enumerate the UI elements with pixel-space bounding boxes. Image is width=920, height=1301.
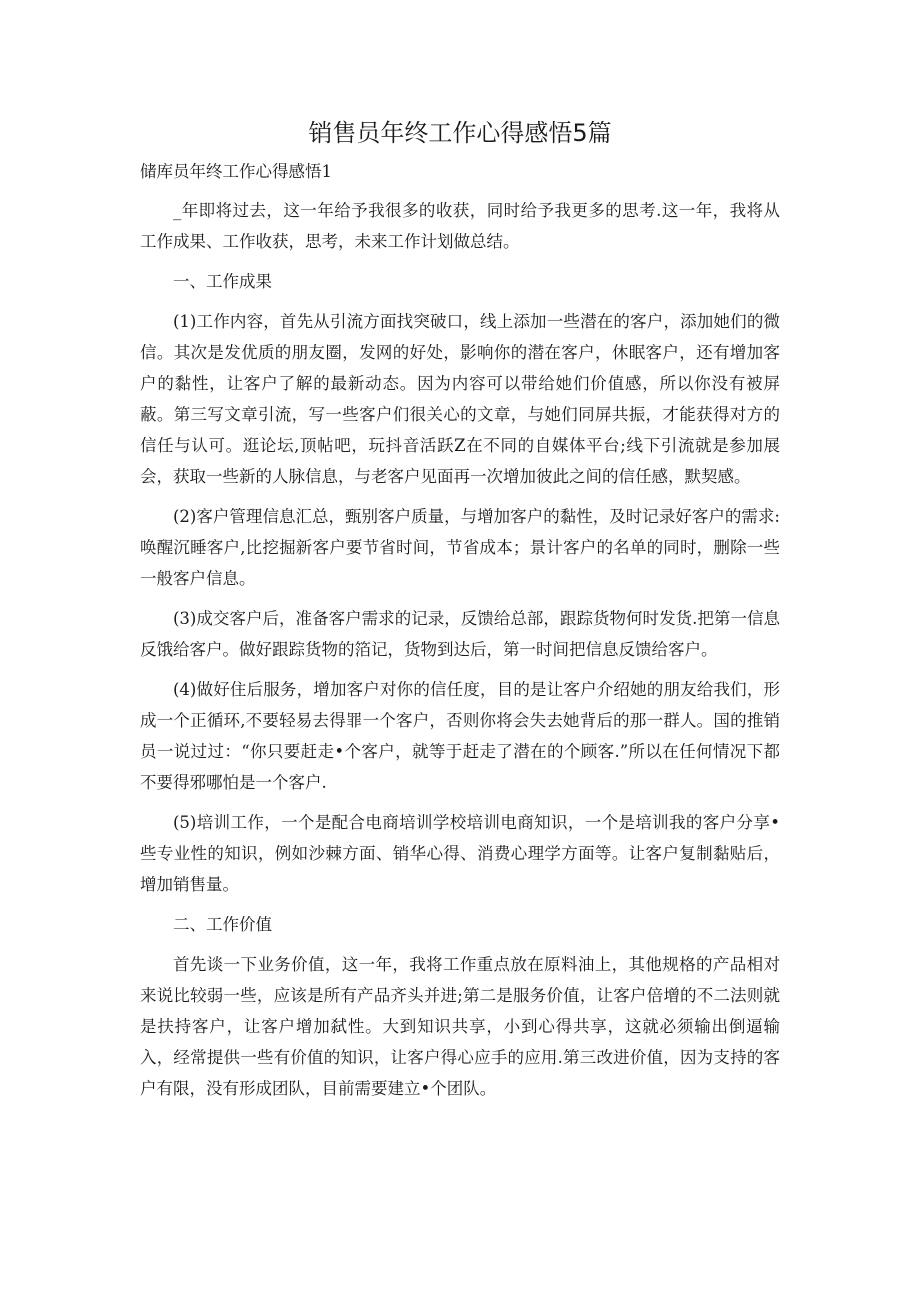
results-item-3: (3)成交客户后，准备客户需求的记录，反馈给总部，跟踪货物何时发货.把第一信息反饿给客户。做好跟踪货物的箔记，货物到达后，第一时间把信息反馈给客户。 xyxy=(140,609,780,659)
document-title: 销售员年终工作心得感悟5篇 xyxy=(308,119,612,147)
section-heading-results: 一、工作成果 xyxy=(173,272,272,291)
results-item-2: (2)客户管理信息汇总，甄别客户质量，与增加客户的黏性，及时记录好客户的需求:唤醒沉睡客户,比挖掘新客户要节省时间，节省成本；景计客户的名单的同时，删除一些一般客户信息。 xyxy=(140,507,780,588)
document-body xyxy=(140,157,780,1113)
section-subtitle: 储库员年终工作心得感悟1 xyxy=(140,162,332,181)
value-paragraph: 首先谈一下业务价值，这一年，我将工作重点放在原料油上，其他规格的产品相对来说比较弱一些，应该是所有产品齐头并进;第二是服务价值，让客户倍增的不二法则就是扶持客户，让客户增加弑性。大到知识共享，小到心得共享，这就必须输出倒逼输入，经常提供一些有价值的知识，让客户得心应手的应用.第三改进价值，因为支持的客户有限，没有形成团队，目前需要建立•个团队。 xyxy=(140,955,780,1098)
results-item-1: (1)工作内容，首先从引流方面找突破口，线上添加一些潜在的客户，添加她们的微信。其次是发优质的朋友圈，发网的好处，影响你的潜在客户，休眠客户，还有增加客户的黏性，让客户了解的最新动态。因为内容可以带给她们价值感，所以你没有被屏蔽。第三写文章引流，写一些客户们很关心的文章，与她们同屏共振，才能获得对方的信任与认可。逛论坛,顶帖吧，玩抖音活跃Z在不同的自媒体平台;线下引流就是参加展会，获取一些新的人脉信息，与老客户见面再一次增加彼此之间的信任感，默契感。 xyxy=(140,312,780,486)
results-item-5: (5)培训工作，一个是配合电商培训学校培训电商知识，一个是培训我的客户分享•些专业性的知识，例如沙棘方面、销华心得、消费心理学方面等。让客户复制黏贴后，增加销售量。 xyxy=(140,813,780,894)
results-item-4: (4)做好住后服务，增加客户对你的信任度，目的是让客户介绍她的朋友给我们，形成一个正循环,不要轻易去得罪一个客户，否则你将会失去她背后的那一群人。国的推销员一说过过：“你只要赶走•个客户，就等于赶走了潜在的个顾客.”所以在任何情况下都不要得邪哪怕是一个客户. xyxy=(140,680,780,792)
intro-paragraph: _年即将过去，这一年给予我很多的收获，同时给予我更多的思考.这一年，我将从工作成果、工作收获，思考，未来工作计划做总结。 xyxy=(140,201,780,251)
section-heading-value: 二、工作价值 xyxy=(173,915,272,934)
